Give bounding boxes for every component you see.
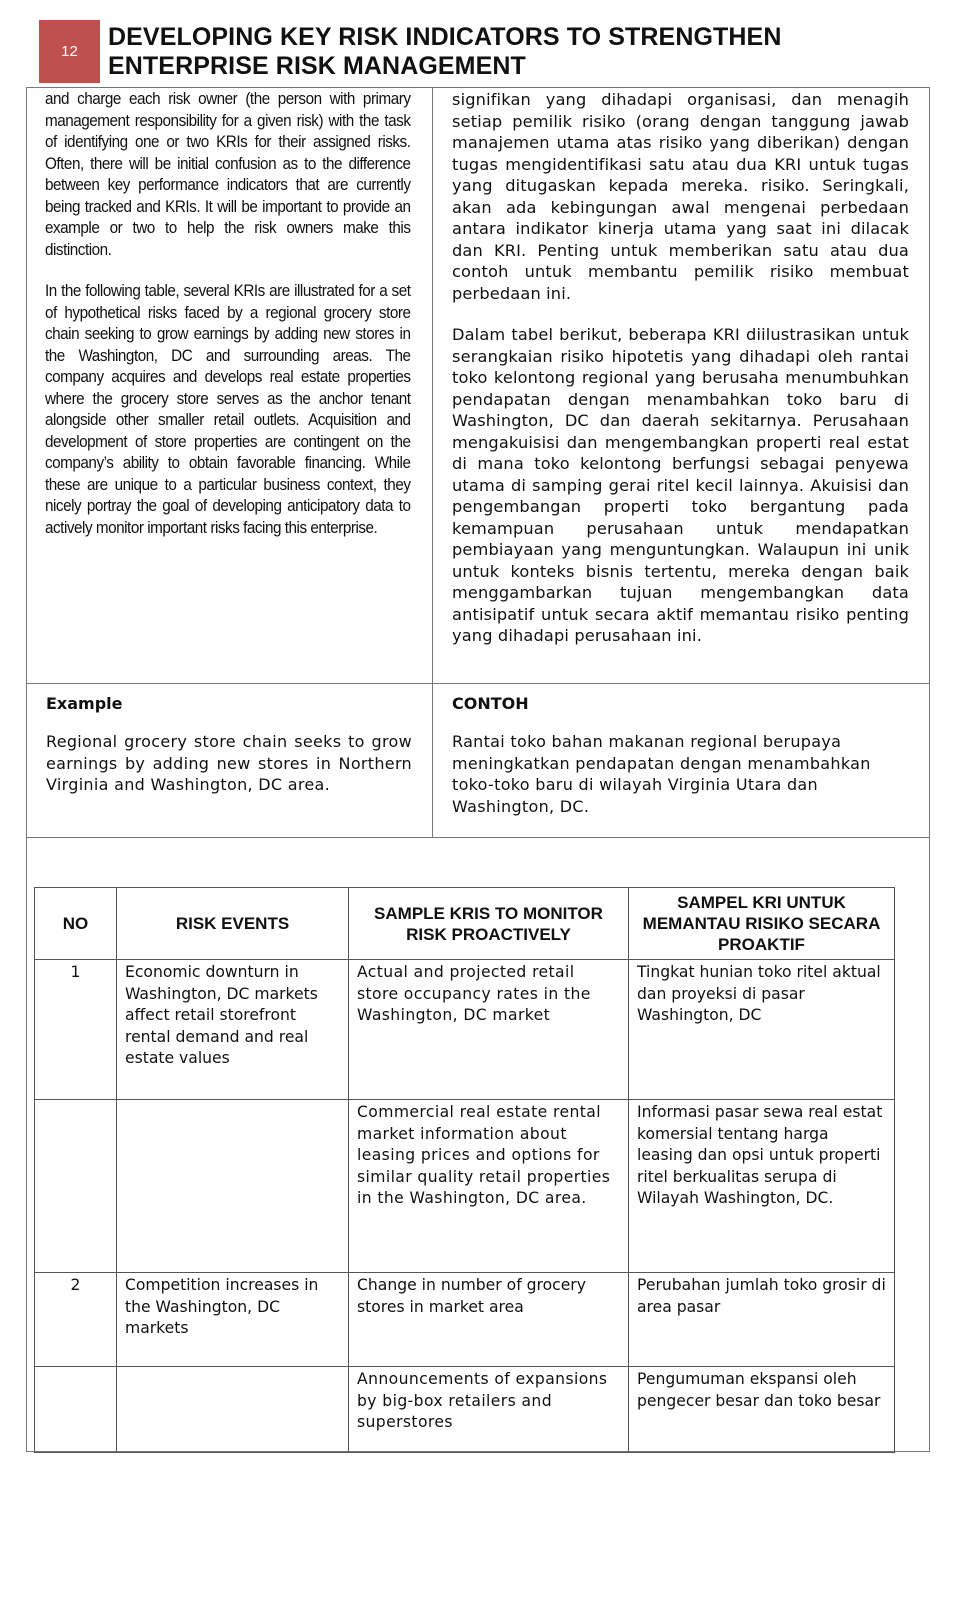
cell-kri-en: Change in number of grocery stores in market area (349, 1273, 629, 1367)
cell-risk-event: Competition increases in the Washington, DC markets (117, 1273, 349, 1367)
cell-risk-event (117, 1367, 349, 1453)
cell-kri-id: Perubahan jumlah toko grosir di area pasar (629, 1273, 895, 1367)
table-row (35, 1100, 895, 1273)
cell-no: 2 (35, 1273, 117, 1367)
row-divider-intro (26, 683, 930, 684)
page-title (108, 23, 781, 81)
page-title-line-1: DEVELOPING KEY RISK INDICATORS TO STRENGTHEN (108, 23, 782, 51)
row-divider-example (26, 837, 930, 838)
cell-risk-event: Economic downturn in Washington, DC markets affect retail storefront rental demand and real estate values (117, 960, 349, 1100)
cell-risk-event (117, 1100, 349, 1273)
cell-kri-en: Commercial real estate rental market information about leasing prices and options for similar quality retail properties in the Washington, DC area. (349, 1100, 629, 1273)
header-sampel-kri: SAMPEL KRI UNTUK MEMANTAU RISIKO SECARA PROAKTIF (629, 888, 895, 960)
intro-id-paragraph-2: Dalam tabel berikut, beberapa KRI diilustrasikan untuk serangkaian risiko hipotetis yang dihadapi oleh rantai toko kelontong regional yang berusaha menumbuhkan pendapatan dengan menambahkan toko baru di Washington, DC dan daerah sekitarnya. Perusahaan mengakuisisi dan mengembangkan properti real estat di mana toko kelontong berfungsi sebagai penyewa utama di samping gerai ritel kecil lainnya. Akuisisi dan pengembangan properti toko bergantung pada kemampuan perusahaan untuk mendapatkan pembiayaan yang menguntungkan. Walaupun ini unik untuk konteks bisnis tertentu, mereka dengan baik menggambarkan tujuan mengembangkan data antisipatif untuk secara aktif memantau risiko penting yang dihadapi perusahaan ini. (452, 325, 909, 645)
page-number: 12 (61, 43, 78, 60)
cell-kri-en: Announcements of expansions by big-box retailers and superstores (349, 1367, 629, 1453)
page-number-badge (39, 20, 100, 83)
cell-no (35, 1367, 117, 1453)
column-divider (432, 87, 433, 837)
page-title-line-2: ENTERPRISE RISK MANAGEMENT (108, 52, 526, 80)
cell-no (35, 1100, 117, 1273)
table-row (35, 960, 895, 1100)
table-row (35, 1367, 895, 1453)
intro-en-paragraph-1: and charge each risk owner (the person with primary management responsibility for a given risk) with the task of identifying one or two KRIs for their assigned risks. Often, there will be initial confusion as to the difference between key performance indicators that are currently being tracked and KRIs. It will be important to provide an example or two to help the risk owners make this distinction. (45, 90, 411, 259)
cell-kri-en: Actual and projected retail store occupancy rates in the Washington, DC market (349, 960, 629, 1100)
intro-indonesian (452, 89, 909, 667)
intro-english (45, 89, 410, 559)
example-indonesian (452, 694, 912, 817)
example-english (46, 694, 412, 796)
example-label: Example (46, 694, 123, 713)
cell-kri-id: Informasi pasar sewa real estat komersial tentang harga leasing dan opsi untuk properti ritel berkualitas serupa di Wilayah Washington, DC. (629, 1100, 895, 1273)
kri-table (34, 887, 895, 1453)
table-header-row (35, 888, 895, 960)
header-risk-events: RISK EVENTS (117, 888, 349, 960)
cell-kri-id: Pengumuman ekspansi oleh pengecer besar dan toko besar (629, 1367, 895, 1453)
contoh-text: Rantai toko bahan makanan regional berupaya meningkatkan pendapatan dengan menambahkan toko-toko baru di wilayah Virginia Utara dan Washington, DC. (452, 732, 871, 816)
example-text: Regional grocery store chain seeks to grow earnings by adding new stores in Northern Virginia and Washington, DC area. (46, 732, 412, 794)
cell-kri-id: Tingkat hunian toko ritel aktual dan proyeksi di pasar Washington, DC (629, 960, 895, 1100)
header-no: NO (35, 888, 117, 960)
table-row (35, 1273, 895, 1367)
intro-en-paragraph-2: In the following table, several KRIs are illustrated for a set of hypothetical risks faced by a regional grocery store chain seeking to grow earnings by adding new stores in the Washington, DC and surrounding areas. The company acquires and develops real estate properties where the grocery store serves as the anchor tenant alongside other smaller retail outlets. Acquisition and development of store properties are contingent on the company’s ability to obtain favorable financing. While these are unique to a particular business context, they nicely portray the goal of developing anticipatory data to actively monitor important risks facing this enterprise. (45, 282, 411, 537)
intro-id-paragraph-1: signifikan yang dihadapi organisasi, dan menagih setiap pemilik risiko (orang dengan tanggung jawab manajemen utama atas risiko yang diberikan) dengan tugas mengidentifikasi satu atau dua KRI untuk tugas yang ditugaskan kepada mereka. risiko. Seringkali, akan ada kebingungan awal mengenai perbedaan antara indikator kinerja utama yang saat ini dilacak dan KRI. Penting untuk memberikan satu atau dua contoh untuk membantu pemilik risiko membuat perbedaan ini. (452, 90, 909, 303)
header-sample-kris: SAMPLE KRIS TO MONITOR RISK PROACTIVELY (349, 888, 629, 960)
contoh-label: CONTOH (452, 694, 529, 713)
cell-no: 1 (35, 960, 117, 1100)
